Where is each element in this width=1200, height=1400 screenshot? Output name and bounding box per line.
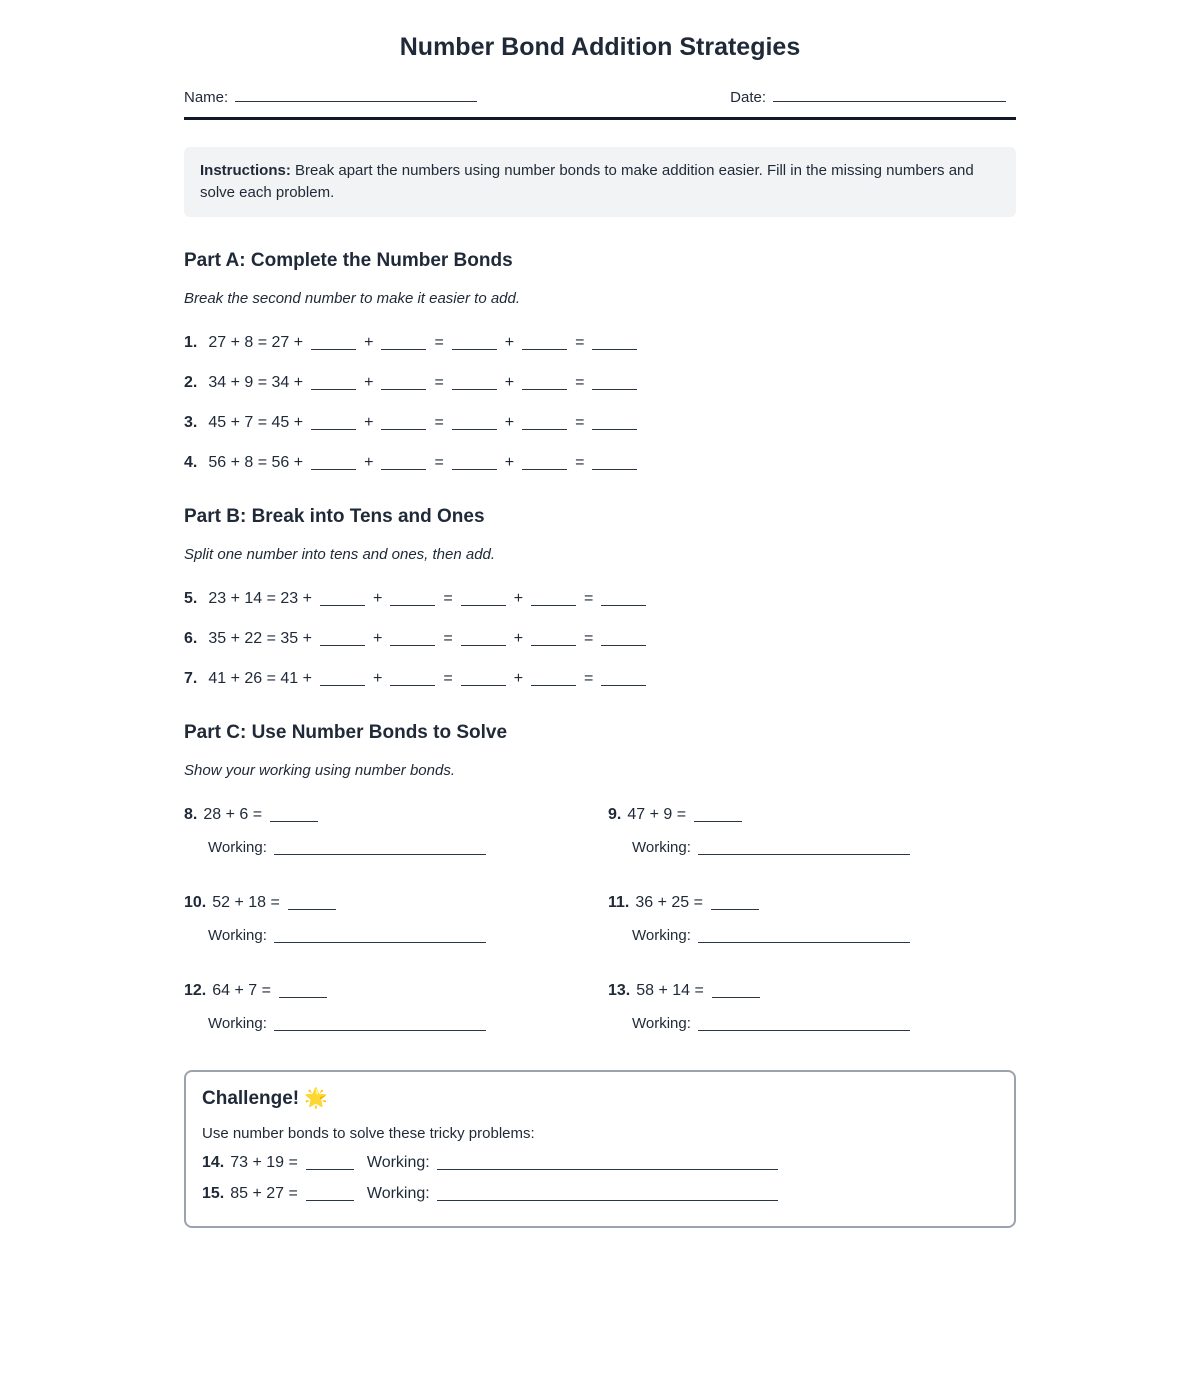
plus-sign: + [373, 629, 383, 647]
answer-blank [381, 429, 426, 430]
answer-blank [306, 1200, 354, 1201]
header-divider [184, 117, 1016, 120]
name-field [184, 89, 477, 106]
problem-row-14 [202, 1153, 998, 1173]
working-label: Working: [632, 926, 691, 944]
answer-blank [531, 605, 576, 606]
answer-blank [288, 909, 336, 910]
plus-sign: + [513, 629, 524, 647]
problem-row-7 [184, 669, 1016, 689]
answer-blank [461, 685, 506, 686]
equals-sign: = [575, 453, 585, 471]
answer-blank [461, 645, 506, 646]
problem-number: 5. [184, 589, 198, 607]
working-blank [437, 1169, 778, 1170]
problem-item-12 [184, 981, 608, 1069]
challenge-box [184, 1070, 1016, 1228]
equals-sign: = [575, 413, 585, 431]
name-date-row [184, 89, 1016, 106]
answer-blank [381, 389, 426, 390]
equals-sign: = [584, 669, 594, 687]
problem-number: 13. [608, 981, 631, 999]
problem-number: 12. [184, 981, 207, 999]
answer-blank [311, 349, 356, 350]
working-label: Working: [366, 1153, 430, 1171]
problem-row-1 [184, 333, 1016, 353]
equals-sign: = [443, 589, 453, 607]
answer-blank [320, 605, 365, 606]
answer-blank [311, 389, 356, 390]
problem-number: 2. [184, 373, 198, 391]
plus-sign: + [513, 669, 524, 687]
problem-item-11 [608, 893, 1016, 981]
problem-equation: 35 + 22 = 35 + [208, 629, 312, 647]
problem-item-9 [608, 805, 1016, 893]
equals-sign: = [584, 589, 594, 607]
answer-blank [522, 349, 567, 350]
answer-blank [711, 909, 759, 910]
working-label: Working: [208, 926, 267, 944]
problem-equation: 45 + 7 = 45 + [208, 413, 304, 431]
problem-equation: 52 + 18 = [212, 893, 280, 911]
problem-number: 15. [202, 1184, 225, 1202]
plus-sign: + [504, 453, 515, 471]
instructions-text: Break apart the numbers using number bonds to make addition easier. Fill in the missing numbers and solve each problem. [200, 162, 974, 201]
plus-sign: + [364, 413, 374, 431]
problem-item-8 [184, 805, 608, 893]
problem-equation: 56 + 8 = 56 + [208, 453, 304, 471]
plus-sign: + [373, 669, 383, 687]
equals-sign: = [434, 373, 444, 391]
answer-blank [452, 349, 497, 350]
part-a-heading: Part A: Complete the Number Bonds [184, 249, 513, 271]
plus-sign: + [504, 333, 515, 351]
answer-blank [694, 821, 742, 822]
answer-blank [452, 389, 497, 390]
problem-row-3 [184, 413, 1016, 433]
answer-blank [522, 389, 567, 390]
problem-number: 14. [202, 1153, 225, 1171]
plus-sign: + [513, 589, 524, 607]
instructions-box [184, 147, 1016, 217]
answer-blank [592, 429, 637, 430]
working-label: Working: [366, 1184, 430, 1202]
problem-equation: 58 + 14 = [636, 981, 704, 999]
problem-equation: 41 + 26 = 41 + [208, 669, 312, 687]
date-label: Date: [730, 89, 766, 106]
challenge-note: Use number bonds to solve these tricky problems: [202, 1124, 535, 1142]
date-blank-line [773, 101, 1006, 102]
answer-blank [311, 429, 356, 430]
page-title: Number Bond Addition Strategies [399, 33, 801, 61]
problem-equation: 64 + 7 = [212, 981, 271, 999]
problem-row-15 [202, 1184, 998, 1204]
answer-blank [522, 429, 567, 430]
answer-blank [531, 645, 576, 646]
answer-blank [270, 821, 318, 822]
plus-sign: + [504, 373, 515, 391]
working-blank [698, 1030, 910, 1031]
problem-number: 10. [184, 893, 207, 911]
equals-sign: = [434, 453, 444, 471]
problem-item-10 [184, 893, 608, 981]
problem-equation: 34 + 9 = 34 + [208, 373, 304, 391]
equals-sign: = [434, 333, 444, 351]
plus-sign: + [504, 413, 515, 431]
problem-number: 3. [184, 413, 198, 431]
answer-blank [390, 685, 435, 686]
answer-blank [452, 469, 497, 470]
answer-blank [522, 469, 567, 470]
part-a-note: Break the second number to make it easier to add. [184, 289, 521, 307]
plus-sign: + [364, 373, 374, 391]
answer-blank [531, 685, 576, 686]
answer-blank [601, 685, 646, 686]
working-label: Working: [632, 838, 691, 856]
problem-number: 7. [184, 669, 198, 687]
working-blank [698, 854, 910, 855]
working-blank [274, 942, 486, 943]
problem-equation: 47 + 9 = [627, 805, 687, 823]
answer-blank [592, 469, 637, 470]
problem-row-4 [184, 453, 1016, 473]
problem-equation: 23 + 14 = 23 + [208, 589, 312, 607]
answer-blank [279, 997, 327, 998]
part-c-note: Show your working using number bonds. [184, 761, 455, 779]
plus-sign: + [364, 453, 374, 471]
answer-blank [306, 1169, 354, 1170]
part-b-heading: Part B: Break into Tens and Ones [184, 505, 485, 527]
problem-number: 1. [184, 333, 198, 351]
answer-blank [461, 605, 506, 606]
answer-blank [320, 645, 365, 646]
equals-sign: = [443, 669, 453, 687]
problem-equation: 73 + 19 = [230, 1153, 298, 1171]
working-label: Working: [632, 1014, 691, 1032]
answer-blank [320, 685, 365, 686]
answer-blank [601, 645, 646, 646]
answer-blank [390, 645, 435, 646]
problem-equation: 85 + 27 = [230, 1184, 298, 1202]
answer-blank [592, 389, 637, 390]
part-c-heading: Part C: Use Number Bonds to Solve [184, 721, 508, 743]
challenge-title: Challenge! [202, 1087, 300, 1109]
part-b-note: Split one number into tens and ones, then add. [184, 545, 496, 563]
problem-number: 8. [184, 805, 198, 823]
problem-row-2 [184, 373, 1016, 393]
answer-blank [381, 349, 426, 350]
answer-blank [592, 349, 637, 350]
answer-blank [381, 469, 426, 470]
instructions-label: Instructions: [200, 162, 291, 179]
working-label: Working: [208, 838, 267, 856]
equals-sign: = [575, 333, 585, 351]
answer-blank [452, 429, 497, 430]
equals-sign: = [443, 629, 453, 647]
working-label: Working: [208, 1014, 267, 1032]
equals-sign: = [575, 373, 585, 391]
problem-number: 11. [608, 893, 630, 911]
working-blank [698, 942, 910, 943]
date-field [730, 89, 1006, 106]
problem-equation: 27 + 8 = 27 + [208, 333, 304, 351]
problem-number: 9. [608, 805, 622, 823]
worksheet-page [184, 0, 1016, 1228]
plus-sign: + [373, 589, 383, 607]
problem-number: 6. [184, 629, 198, 647]
challenge-heading [202, 1086, 998, 1110]
working-blank [274, 1030, 486, 1031]
problem-item-13 [608, 981, 1016, 1069]
answer-blank [601, 605, 646, 606]
problem-row-6 [184, 629, 1016, 649]
answer-blank [390, 605, 435, 606]
star-icon: 🌟 [304, 1087, 329, 1109]
problem-row-5 [184, 589, 1016, 609]
part-c-grid [184, 805, 1016, 1069]
answer-blank [712, 997, 760, 998]
name-blank-line [235, 101, 477, 102]
problem-equation: 36 + 25 = [635, 893, 703, 911]
working-blank [437, 1200, 778, 1201]
answer-blank [311, 469, 356, 470]
name-label: Name: [184, 89, 229, 106]
equals-sign: = [584, 629, 594, 647]
plus-sign: + [364, 333, 374, 351]
problem-equation: 28 + 6 = [203, 805, 263, 823]
problem-number: 4. [184, 453, 198, 471]
equals-sign: = [434, 413, 444, 431]
working-blank [274, 854, 486, 855]
